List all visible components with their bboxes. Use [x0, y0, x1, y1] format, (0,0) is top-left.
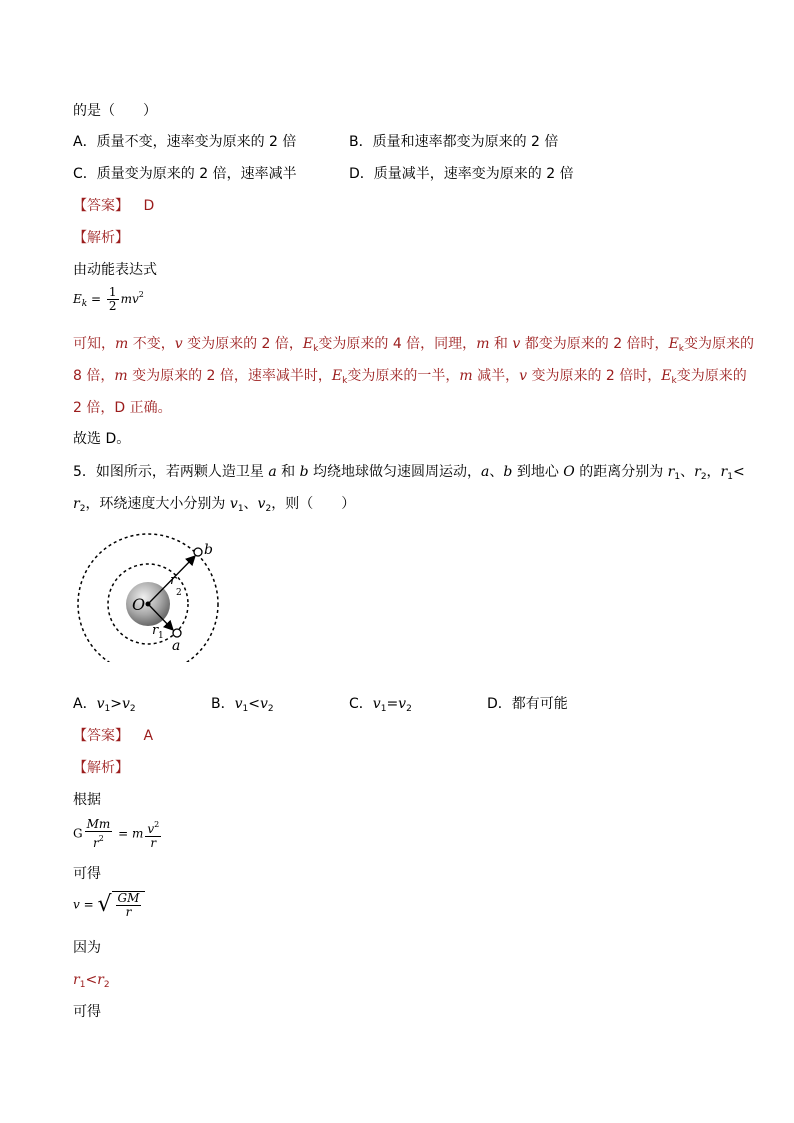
q5-basis: 根据: [73, 792, 101, 808]
q4-option-d: D．质量减半，速率变为原来的 2 倍: [349, 166, 574, 182]
q5-because: 因为: [73, 940, 101, 956]
q4-option-c: C．质量变为原来的 2 倍，速率减半: [73, 166, 297, 182]
q5-option-b: B．$v_1<v_2$: [211, 696, 274, 714]
answer-value: A: [143, 728, 154, 744]
answer-label: 【答案】: [73, 728, 129, 744]
q5-obtain: 可得: [73, 866, 101, 882]
satellite-b: [194, 548, 202, 556]
q4-explanation-line-1: 可知，m 不变，v 变为原来的 2 倍，$E_k$变为原来的 4 倍，同理，m 和 v 都变为原来的 2 倍时，$E_k$变为原来的: [73, 336, 755, 354]
satellite-a: [173, 629, 181, 637]
q5-option-d: D．都有可能: [487, 696, 568, 712]
question-4-stem-tail: 的是（ ）: [73, 103, 157, 119]
orbit-diagram: [70, 532, 230, 662]
velocity-formula: v = √ $\frac{GM}{r}$: [73, 891, 145, 919]
q4-explanation-line-2: 8 倍，m 变为原来的 2 倍，速率减半时，$E_k$变为原来的一半，m 减半，v 变为原来的 2 倍时，$E_k$变为原来的: [73, 368, 747, 386]
label-O: O: [132, 595, 146, 614]
q4-answer-row: [73, 196, 154, 216]
answer-label: 【答案】: [73, 198, 129, 214]
label-r1: r: [152, 623, 159, 638]
q5-r1-lt-r2: $r_1<r_2$: [73, 972, 110, 990]
q4-explanation-line-3: 2 倍，D 正确。: [73, 400, 172, 416]
kinetic-energy-formula: $E_k$ = $\frac{1}{2}$ $mv^2$: [73, 285, 144, 313]
label-a: a: [172, 638, 181, 654]
question-5-stem-line-1: 5．如图所示，若两颗人造卫星 a 和 b 均绕地球做匀速圆周运动，a、b 到地心 O 的距离分别为 $r_1$、$r_2$，$r_1<$: [73, 464, 745, 482]
gravitation-formula: G $\frac{Mm}{r^2}$ = m $\frac{v^2}{r}$: [73, 817, 160, 850]
q4-analysis-label: 【解析】: [73, 230, 129, 246]
question-5-stem-line-2: $r_2$，环绕速度大小分别为 $v_1$、$v_2$，则（ ）: [73, 496, 356, 514]
q5-option-c: C．$v_1=v_2$: [349, 696, 412, 714]
label-b: b: [204, 542, 213, 558]
q4-option-b: B．质量和速率都变为原来的 2 倍: [349, 134, 559, 150]
label-r1-sub: 1: [158, 631, 164, 641]
q5-obtain-2: 可得: [73, 1004, 101, 1020]
q4-conclusion: 故选 D。: [73, 431, 131, 447]
label-r2-sub: 2: [176, 588, 182, 598]
answer-value: D: [143, 198, 155, 214]
q5-analysis-label: 【解析】: [73, 760, 129, 776]
label-r2: r: [170, 573, 177, 588]
q4-option-a: A．质量不变，速率变为原来的 2 倍: [73, 134, 297, 150]
q4-analysis-intro: 由动能表达式: [73, 262, 157, 278]
q5-option-a: A．$v_1>v_2$: [73, 696, 136, 714]
q5-answer-row: [73, 726, 153, 746]
